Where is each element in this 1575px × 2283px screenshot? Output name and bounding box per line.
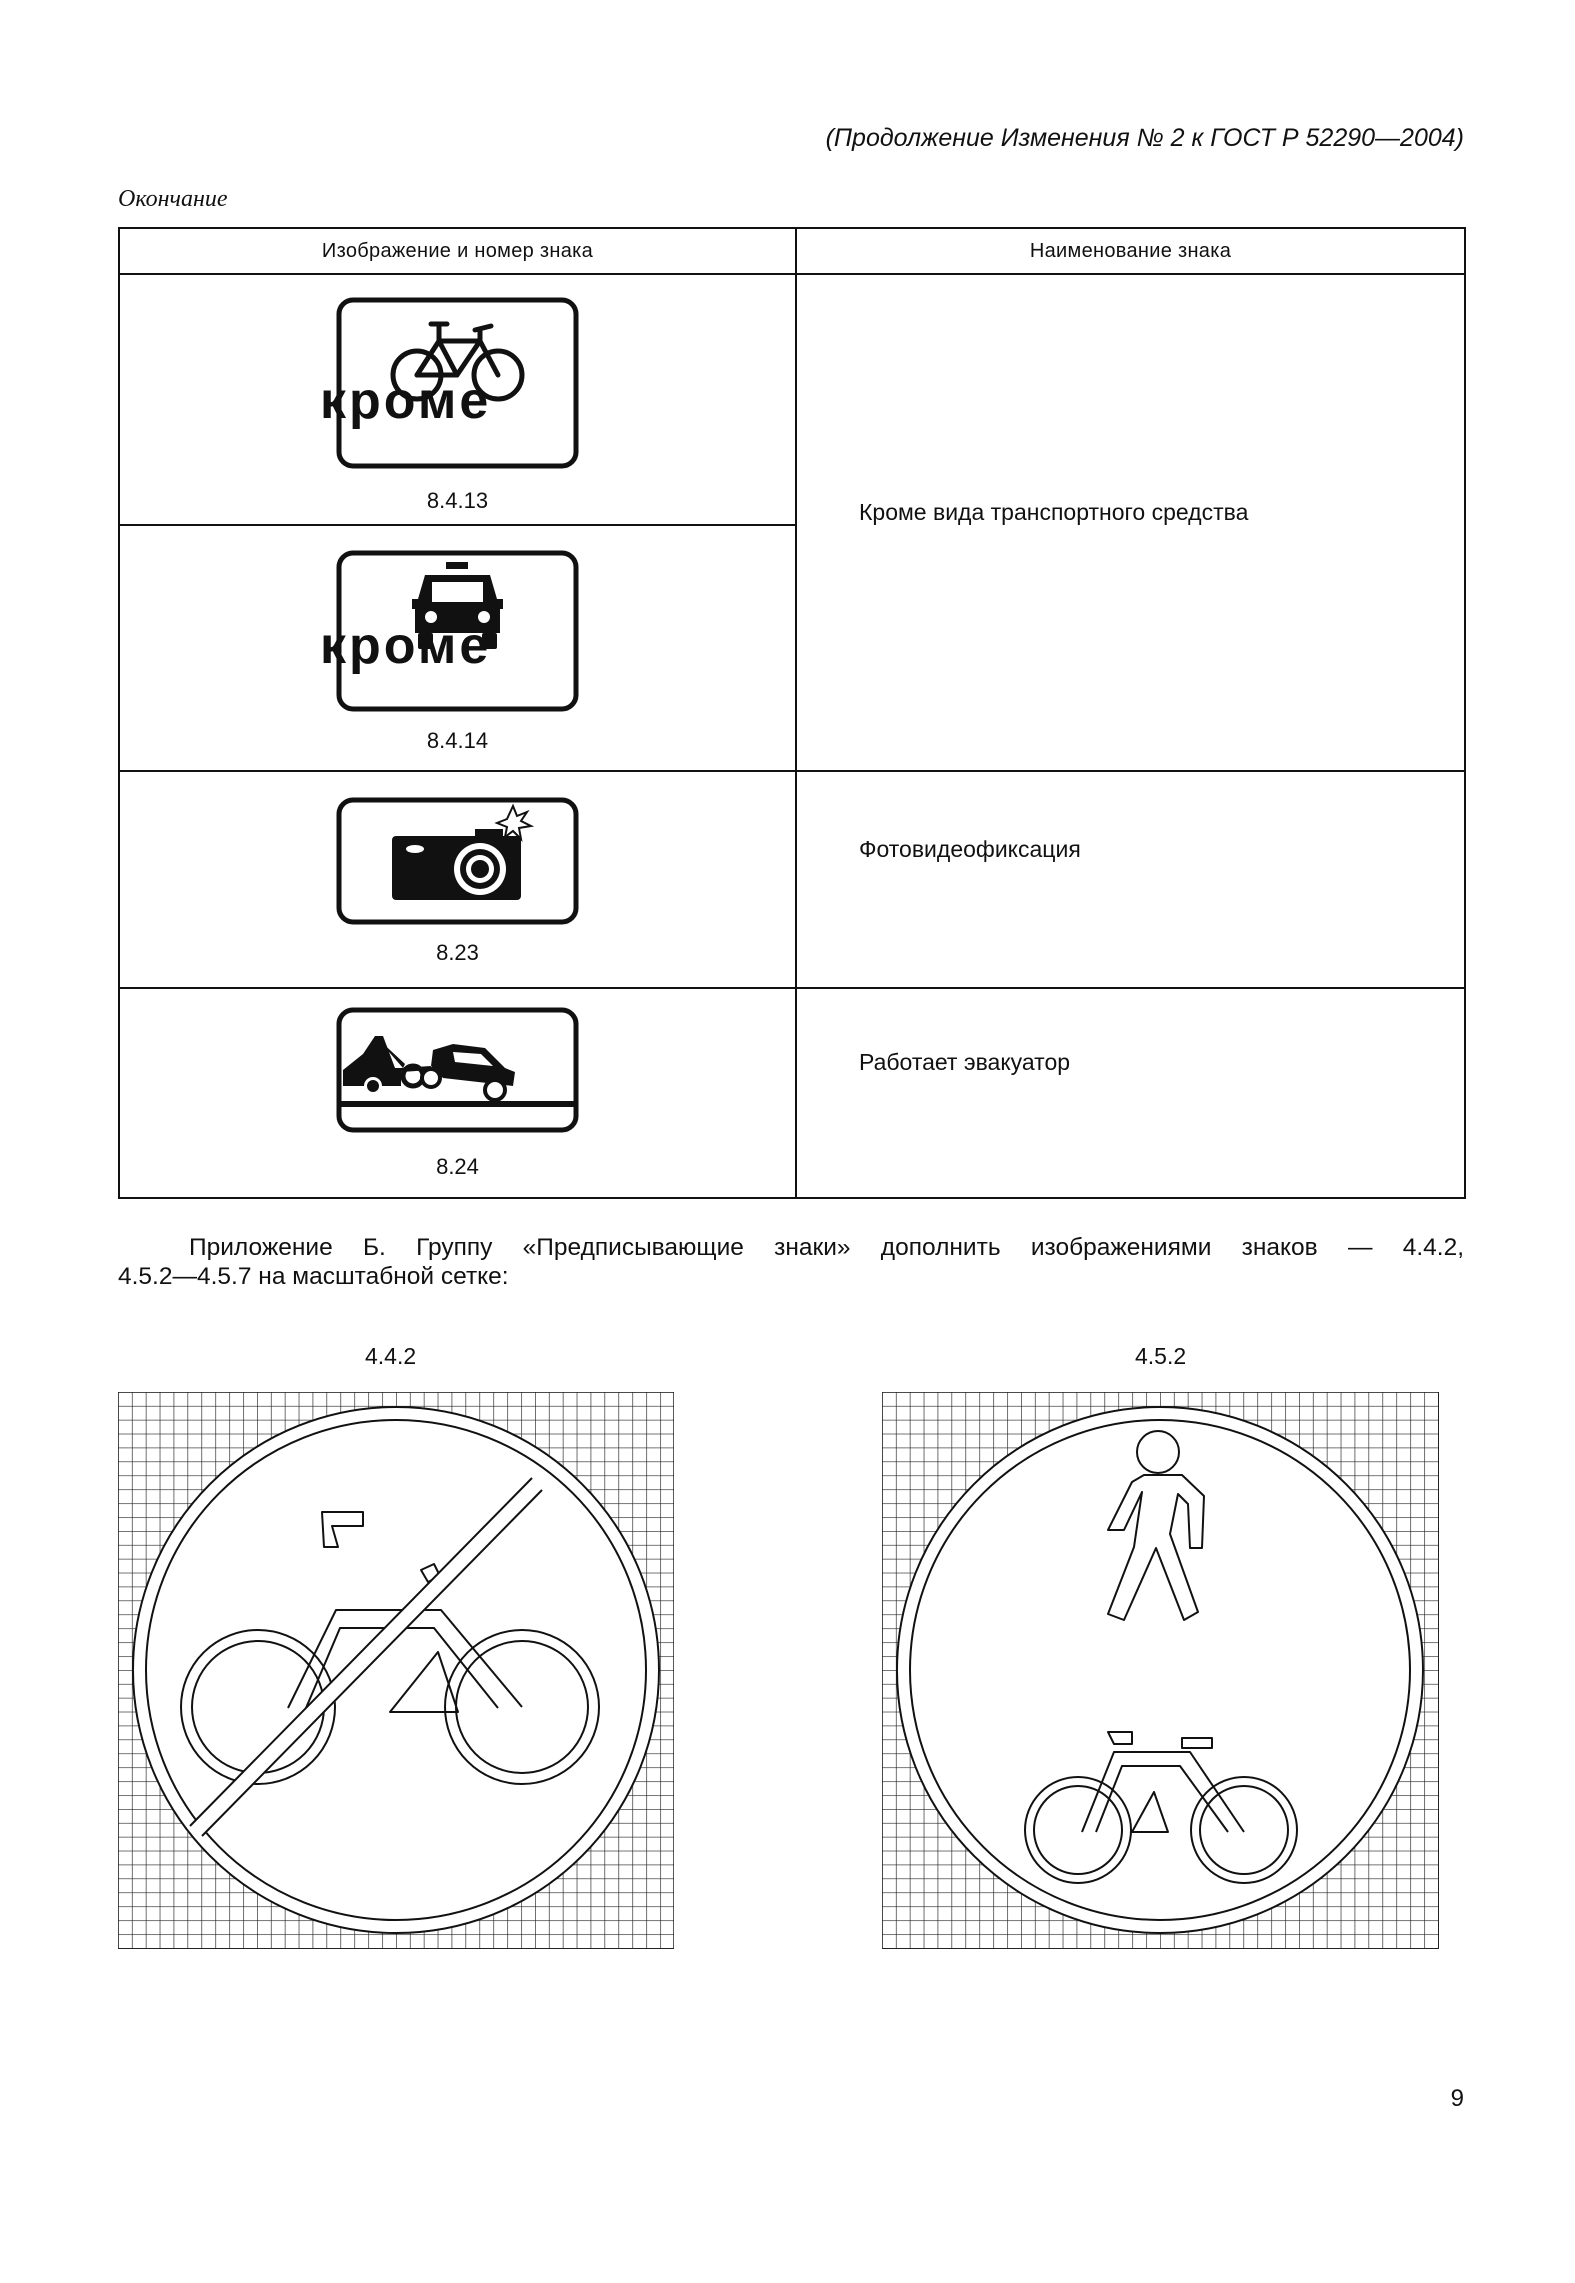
appendix-line-2: 4.5.2—4.5.7 на масштабной сетке: — [118, 1263, 509, 1290]
column-header-image: Изображение и номер знака — [119, 228, 796, 274]
camera-icon — [335, 796, 580, 926]
signs-table — [118, 227, 1466, 1199]
sign-code: 8.24 — [436, 1154, 479, 1179]
figure-label-4-4-2: 4.4.2 — [365, 1343, 417, 1369]
sign-text: кроме — [320, 372, 492, 430]
tow-truck-icon — [335, 1006, 580, 1134]
sign-name-except-vehicle: Кроме вида транспортного средства — [859, 499, 1249, 525]
sign-name-tow-truck: Работает эвакуатор — [859, 1049, 1071, 1075]
sign-name-cell — [796, 274, 1465, 771]
sign-code: 8.4.13 — [426, 488, 489, 513]
sign-name-cell — [796, 988, 1465, 1198]
sign-cell-8-23 — [119, 771, 796, 988]
sign-code: 8.4.14 — [426, 728, 489, 753]
sign-code: 8.23 — [436, 940, 479, 965]
sign-cell-8-4-14 — [119, 525, 796, 771]
column-header-name: Наименование знака — [796, 228, 1465, 274]
page-header: (Продолжение Изменения № 2 к ГОСТ Р 52290—2004) — [825, 124, 1464, 152]
page-number: 9 — [1450, 2085, 1464, 2112]
ending-label: Окончание — [118, 186, 228, 212]
sign-name-cell — [796, 771, 1465, 988]
sign-text: кроме — [320, 617, 492, 675]
appendix-paragraph — [118, 1233, 1464, 1291]
appendix-line-1: Приложение Б. Группу «Предписывающие знаки» дополнить изображениями знаков — 4.4.2, — [189, 1234, 1464, 1261]
pedestrian-bicycle-icon — [882, 1392, 1439, 1949]
figure-label-4-5-2: 4.5.2 — [1135, 1343, 1187, 1369]
no-bicycle-icon — [118, 1392, 674, 1949]
sign-cell-8-4-13 — [119, 274, 796, 525]
sign-name-photo-video: Фотовидеофиксация — [859, 836, 1081, 862]
sign-cell-8-24 — [119, 988, 796, 1198]
